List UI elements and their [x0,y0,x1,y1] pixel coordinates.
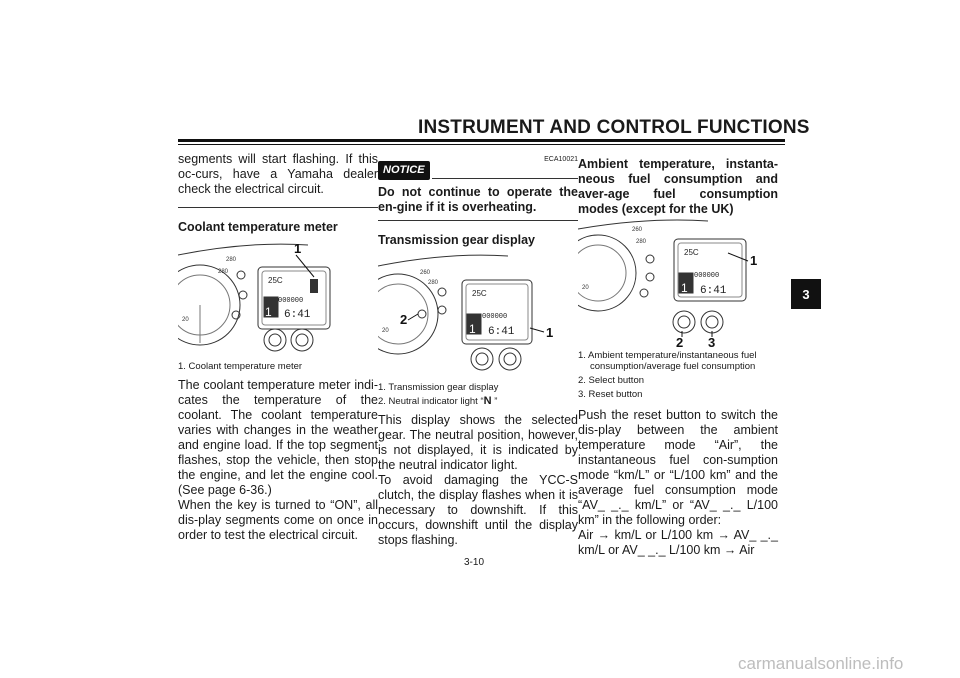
gear-caption-2-text: 2. Neutral indicator light “ [378,396,484,407]
callout-1: 1 [750,253,758,268]
callout-2: 2 [400,312,408,327]
notice-rule [432,178,578,179]
callout-2: 2 [676,335,684,347]
display-gear: 1 [265,305,272,319]
ambient-caption-1b: consumption/average fuel consumption [590,361,756,372]
gear-caption-2-end: ” [491,396,498,407]
svg-text:280: 280 [226,257,237,263]
display-odometer: 000000 [278,297,304,305]
svg-text:20: 20 [582,285,589,291]
display-temp: 25C [684,248,699,257]
display-gear: 1 [469,322,476,336]
notice-text: Do not continue to operate the en-gine if it is overheating. [378,185,578,214]
display-clock: 6:41 [284,309,311,321]
callout-3: 3 [708,335,716,347]
notice-row [378,161,578,180]
notice-code: ECA10021 [544,156,578,163]
header-rule-thin [178,144,785,145]
display-clock: 6:41 [488,326,515,338]
gear-body-2: To avoid damaging the YCC-S clutch, the display flashes when it is necessary to downshift. If this occurs, downshift until the display stops flashing. [378,473,578,547]
ambient-caption-2: 2. Select button [578,375,645,386]
display-odometer: 000000 [694,272,720,280]
coolant-caption: 1. Coolant temperature meter [178,361,303,372]
column-3 [578,157,778,558]
coolant-body-1: The coolant temperature meter indi-cates the temperature of the coolant. The coolant temperature varies with changes in the weather and engine load. If the top segment flashes, stop the vehicle, then stop the engine, and let the engine cool. (See page 6-36.) [178,378,378,497]
coolant-meter-figure [178,239,378,357]
ambient-body-2: Air → km/L or L/100 km → AV_ _._ km/L or AV_ _._ L/100 km → Air [578,528,778,557]
display-temp: 25C [472,289,487,298]
callout-1: 1 [294,241,302,256]
chapter-tab: 3 [791,279,821,309]
coolant-heading: Coolant temperature meter [178,220,338,234]
display-gear: 1 [681,281,688,295]
ambient-figure [578,219,778,347]
svg-text:280: 280 [428,280,439,286]
svg-text:280: 280 [218,269,229,275]
gear-display-heading: Transmission gear display [378,233,536,247]
column-2 [378,152,578,548]
column-1 [178,152,378,543]
svg-text:260: 260 [420,270,431,276]
neutral-indicator-icon: N [483,395,492,407]
page-number: 3-10 [464,557,485,568]
ambient-heading: Ambient temperature, instanta-neous fuel consumption and aver-age fuel consumption modes (except for the UK) [578,157,778,216]
ambient-body-1: Push the reset button to switch the dis-play between the ambient temperature mode “Air”, the instantaneous fuel con-sumption mode “km/L” or “L/100 km” and the average fuel consumption mode “AV_ _._ km/L” or “AV_ _._ L/100 km” in the following order: [578,408,778,527]
notice-bottom-rule [378,220,578,221]
display-odometer: 000000 [482,313,508,321]
gear-display-figure [378,252,578,380]
ambient-caption-1: 1. Ambient temperature/instantaneous fuel [578,350,757,361]
svg-text:20: 20 [382,328,389,334]
gear-body-1: This display shows the selected gear. The neutral position, however, is not displayed, it is indicated by the neutral indicator light. [378,413,578,472]
ambient-caption-3: 3. Reset button [578,389,643,400]
watermark: carmanualsonline.info [738,654,904,673]
section-divider [178,207,378,208]
svg-text:280: 280 [636,239,647,245]
display-clock: 6:41 [700,285,727,297]
notice-badge: NOTICE [378,161,430,180]
display-temp: 25C [268,276,283,285]
coolant-body-2: When the key is turned to “ON”, all dis-play segments come on once in order to test the electrical circuit. [178,498,378,542]
svg-text:260: 260 [632,227,643,233]
callout-1: 1 [546,325,554,340]
page-header-title: INSTRUMENT AND CONTROL FUNCTIONS [418,117,810,138]
header-rule [178,139,785,142]
col1-intro-text: segments will start flashing. If this oc-curs, have a Yamaha dealer check the electrical circuit. [178,152,378,196]
gear-caption-1: 1. Transmission gear display [378,382,499,393]
svg-text:20: 20 [182,317,189,323]
gear-caption-2 [378,396,578,407]
